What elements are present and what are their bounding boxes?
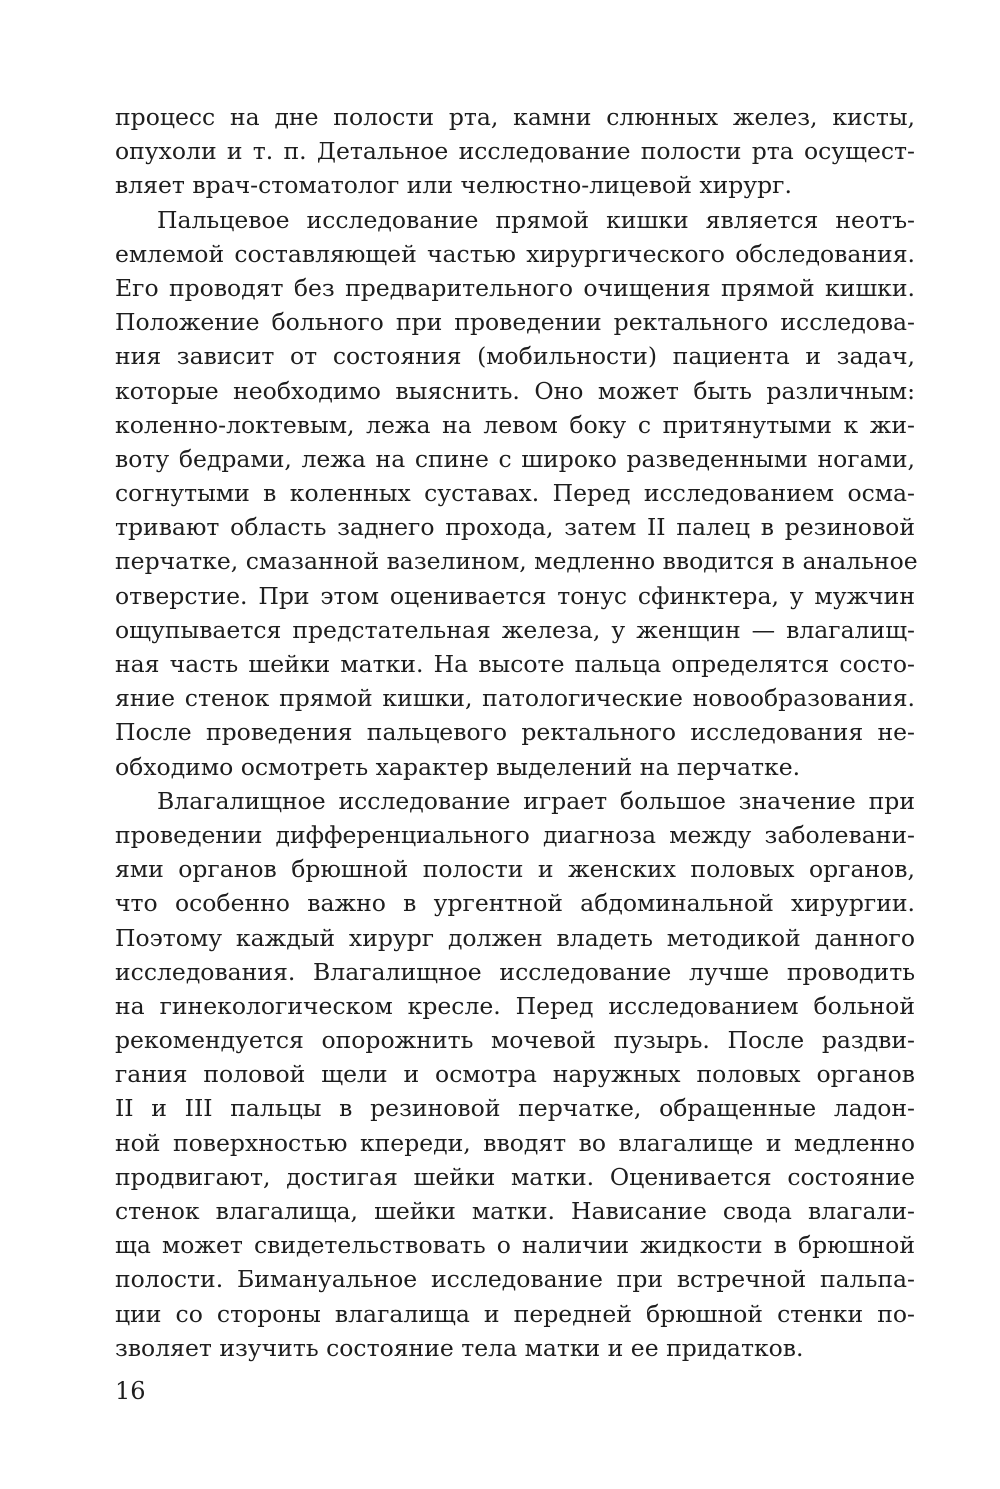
paragraph — [115, 100, 915, 203]
text-line: вляет врач-стоматолог или челюстно-лицевой хирург. — [115, 171, 792, 200]
text-line: зволяет изучить состояние тела матки и ее придатков. — [115, 1333, 804, 1362]
text-line: стенок влагалища, шейки матки. Нависание свода влагали- — [115, 1197, 915, 1225]
text-line: Его проводят без предварительного очищения прямой кишки. — [115, 273, 915, 302]
paragraph — [115, 203, 918, 784]
text-line: ями органов брюшной полости и женских половых органов, — [115, 855, 915, 884]
text-line: процесс на дне полости рта, камни слюнных желез, кисты, — [115, 103, 915, 131]
text-line: ции со стороны влагалища и передней брюшной стенки по- — [115, 1299, 915, 1328]
text-line: отверстие. При этом оценивается тонус сфинктера, у мужчин — [115, 581, 915, 610]
text-line: Положение больного при проведении ректального исследова- — [115, 308, 915, 337]
text-line: После проведения пальцевого ректального исследования не- — [115, 718, 915, 747]
paragraph — [115, 784, 915, 1365]
text-line: что особенно важно в ургентной абдоминальной хирургии. — [115, 889, 915, 918]
text-line: ощупывается предстательная железа, у женщин — влагалищ- — [115, 615, 915, 644]
text-line: ния зависит от состояния (мобильности) пациента и задач, — [115, 342, 915, 371]
text-line: ной поверхностью кпереди, вводят во влагалище и медленно — [115, 1128, 915, 1157]
text-line: проведении дифференциального диагноза между заболевани- — [115, 820, 915, 849]
text-line: полости. Бимануальное исследование при встречной пальпа- — [115, 1265, 915, 1294]
text-line: согнутыми в коленных суставах. Перед исследованием осма- — [115, 479, 915, 508]
text-line: тривают область заднего прохода, затем II палец в резиновой — [115, 513, 915, 542]
text-line: емлемой составляющей частью хирургического обследования. — [115, 239, 915, 268]
page-text — [115, 100, 918, 1365]
text-line: продвигают, достигая шейки матки. Оценивается состояние — [115, 1162, 915, 1191]
text-line: ная часть шейки матки. На высоте пальца определятся состо- — [115, 650, 915, 678]
page-number: 16 — [115, 1377, 146, 1405]
text-line: рекомендуется опорожнить мочевой пузырь. После раздви- — [115, 1026, 915, 1055]
text-line: II и III пальцы в резиновой перчатке, обращенные ладон- — [115, 1094, 915, 1123]
text-line: которые необходимо выяснить. Оно может быть различным: — [115, 376, 915, 405]
text-line: ща может свидетельствовать о наличии жидкости в брюшной — [115, 1231, 915, 1260]
text-line: воту бедрами, лежа на спине с широко разведенными ногами, — [115, 444, 915, 473]
text-line: Поэтому каждый хирург должен владеть методикой данного — [115, 923, 915, 952]
text-line: на гинекологическом кресле. Перед исследованием больной — [115, 991, 915, 1020]
text-line: опухоли и т. п. Детальное исследование полости рта осущест- — [115, 137, 915, 166]
text-line: гания половой щели и осмотра наружных половых органов — [115, 1060, 915, 1089]
text-line: Влагалищное исследование играет большое значение при — [157, 786, 915, 815]
text-line: перчатке, смазанной вазелином, медленно вводится в анальное — [115, 547, 918, 576]
text-line: коленно-локтевым, лежа на левом боку с притянутыми к жи- — [115, 410, 915, 439]
text-line: исследования. Влагалищное исследование лучше проводить — [115, 957, 915, 986]
text-line: яние стенок прямой кишки, патологические новообразования. — [115, 684, 915, 713]
text-line: Пальцевое исследование прямой кишки является неотъ- — [157, 205, 915, 234]
text-line: обходимо осмотреть характер выделений на перчатке. — [115, 752, 801, 781]
